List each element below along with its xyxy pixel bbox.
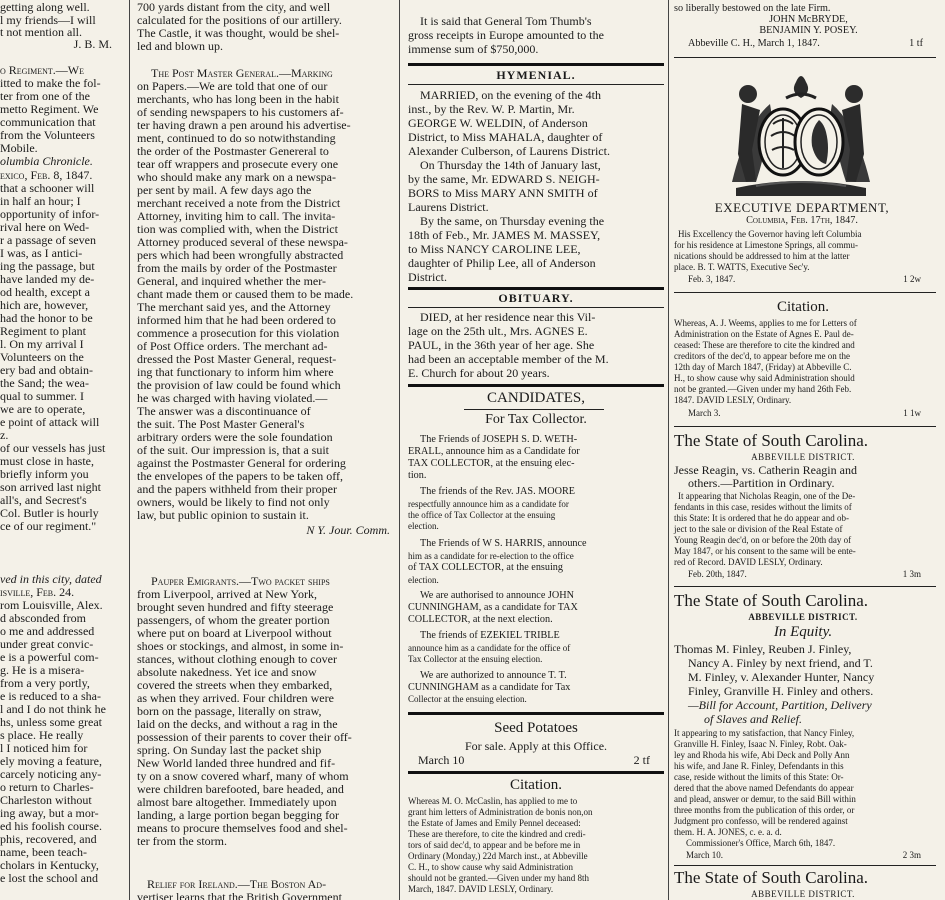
text-line: The Castle, it was thought, would be shel-: [137, 26, 340, 40]
text-line: dressed the Post Master General, request-: [137, 352, 337, 366]
article-source: N Y. Jour. Comm.: [306, 523, 390, 537]
text-line: name, been teach-: [0, 845, 87, 859]
text-line: It is said that General Tom Thumb's: [420, 14, 592, 28]
text-line: daughter of Philip Lee, all of Anderson: [408, 256, 596, 270]
column-rule: [399, 0, 400, 900]
text-line: PAUL, in the 36th year of her age. She: [408, 338, 595, 352]
column-two: [133, 0, 394, 900]
text-line: Attorney produced several of these newspa-: [137, 235, 348, 249]
text-line: absolute nakedness. Yet ice and snow: [137, 665, 317, 679]
text-line: C. H., to show cause why said Administration: [408, 862, 573, 872]
text-line: Laurens District.: [408, 200, 489, 214]
text-line: were children barefooted, bare headed, and: [137, 782, 344, 796]
text-line: from Liverpool, arrived at New York,: [137, 587, 317, 601]
text-line: Finley, Granville H. Finley and others.: [688, 684, 874, 698]
ad-code: 1 3m: [902, 569, 921, 579]
text-line: phis, recovered, and: [0, 832, 97, 846]
text-line: commence a prosecution for this violation: [137, 326, 340, 340]
text-line: l and I do not think he: [0, 702, 106, 716]
text-line: ley and Rhoda his wife, Abi Deck and Polly Ann: [674, 750, 850, 760]
text-line: from the mails by order of the Postmaster: [137, 261, 337, 275]
text-line: hich are, however,: [0, 298, 89, 312]
article-heading: Relief for Ireland.—The Boston Ad-: [147, 877, 327, 891]
text-line: means to procure themselves food and shel-: [137, 821, 348, 835]
text-line: of the suit. Our impression is, that a suit: [137, 443, 329, 457]
text-line: For sale. Apply at this Office.: [464, 739, 608, 753]
text-line: landing, a large portion began begging for: [137, 808, 340, 822]
text-line: Granville H. Finley, Isaac N. Finley, Robt. Oak-: [674, 739, 847, 749]
ad-heading-state: The State of South Carolina.: [674, 591, 869, 610]
text-line: e lost the school and: [0, 871, 98, 885]
text-line: of sending newspapers to his customers af-: [137, 105, 344, 119]
text-line: Whereas, A. J. Weems, applies to me for Letters of: [674, 318, 857, 328]
text-line: where put on board at Liverpool without: [137, 626, 332, 640]
text-line: covered the streets when they embarked,: [137, 678, 333, 692]
text-line: l. On my arrival I: [0, 337, 84, 351]
text-line: arbitrary orders were the sole foundation: [137, 430, 333, 444]
text-line: e is reduced to a sha-: [0, 689, 101, 703]
text-line: law, but public opinion to sustain it.: [137, 508, 309, 522]
text-line: ter from one of the: [0, 89, 90, 103]
text-line: l my friends—I will: [0, 13, 96, 27]
text-line: qual to summer. I: [0, 389, 84, 403]
text-line: The Friends of W S. HARRIS, announce: [420, 538, 587, 549]
text-line: election.: [408, 575, 439, 585]
text-line: the provision of law could be found which: [137, 378, 341, 392]
ad-code: 1 1w: [903, 408, 921, 418]
text-line: 700 yards distant from the city, and well: [137, 0, 331, 14]
text-line: shoes or stockings, and almost, in some in-: [137, 639, 344, 653]
text-line: ERALL, announce him as a Candidate for: [408, 446, 580, 457]
text-line: These are therefore, to cite the kindred and credi-: [408, 829, 586, 839]
text-line: Young Reagin dec'd, on or before the 20th day of: [674, 535, 852, 545]
text-line: z.: [0, 428, 9, 442]
section-rule: [408, 712, 664, 715]
text-line: Judgment pro confesso, will be rendered against: [674, 816, 848, 826]
text-line: vertiser learns that the British Government: [137, 890, 342, 900]
text-line: Charleston without: [0, 793, 92, 807]
text-line: cholars in Kentucky,: [0, 858, 99, 872]
text-line: Attorney, inviting him to call. The invita-: [137, 209, 336, 223]
column-rule: [668, 0, 669, 900]
text-line: itted to make the fol-: [0, 76, 101, 90]
text-line: g. He is a misera-: [0, 663, 85, 677]
text-line: Administration on the Estate of Agnes E. Paul de-: [674, 329, 854, 339]
text-line: t not mention all.: [0, 25, 82, 39]
text-line: olumbia Chronicle.: [0, 154, 93, 168]
text-line: briefly inform you: [0, 467, 89, 481]
text-line: spring. On Sunday last the packet ship: [137, 743, 322, 757]
text-line: of Slaves and Relief.: [704, 712, 802, 726]
text-line: March 10.: [686, 850, 723, 860]
text-line: I was, as I antici-: [0, 246, 83, 260]
text-line: ter having drawn a pen around his advertise-: [137, 118, 351, 132]
text-line: born on the passage, literally on straw,: [137, 704, 322, 718]
text-line: Regiment to plant: [0, 324, 86, 338]
text-line: in half an hour; I: [0, 194, 81, 208]
text-line: gross receipts in Europe amounted to the: [408, 28, 604, 42]
text-line: Commissioner's Office, March 6th, 1847.: [686, 838, 836, 848]
district-heading: ABBEVILLE DISTRICT.: [751, 889, 855, 899]
column-three: [404, 0, 666, 900]
text-line: respectfully announce him as a candidate for: [408, 499, 569, 509]
text-line: by the same, Mr. EDWARD S. NEIGH-: [408, 172, 600, 186]
text-line: Col. Butler is hourly: [0, 506, 99, 520]
text-line: Ordinary (Monday,) 22d March inst., at Abbeville: [408, 851, 588, 861]
text-line: Volunteers on the: [0, 350, 84, 364]
section-rule: [674, 426, 936, 427]
ad-heading-citation: Citation.: [509, 777, 563, 793]
text-line: o me and addressed: [0, 624, 95, 638]
text-line: Thomas M. Finley, Reuben J. Finley,: [674, 642, 852, 656]
text-line: dered that the above named Defendants do appear: [674, 783, 854, 793]
text-line: almost bare altogether. Immediately upon: [137, 795, 337, 809]
text-line: Whereas M. O. McCaslin, has applied to me to: [408, 796, 578, 806]
ad-heading-state: The State of South Carolina.: [674, 431, 869, 450]
text-line: MARRIED, on the evening of the 4th: [420, 88, 601, 102]
text-line: communication that: [0, 115, 96, 129]
text-line: three months from the publication of this order, or: [674, 805, 855, 815]
text-line: The answer was a discontinuance of: [137, 404, 311, 418]
text-line: M. Finley, v. Alexander Hunter, Nancy: [688, 670, 875, 684]
column-rule: [129, 0, 130, 900]
text-line: informed him that he had been ordered to: [137, 313, 336, 327]
section-rule: [408, 84, 664, 85]
text-line: Collector at the ensuing election.: [408, 694, 527, 704]
text-line: d absconded from: [0, 611, 86, 625]
text-line: We are authorized to announce T. T.: [420, 670, 567, 681]
text-line: ject to the sale or division of the Real Estate of: [674, 524, 843, 534]
text-line: The friends of EZEKIEL TRIBLE: [420, 630, 560, 641]
text-line: od health, except a: [0, 285, 90, 299]
text-line: grant him letters of Administration de bonis non,on: [408, 807, 593, 817]
text-line: carcely noticing any-: [0, 767, 102, 781]
section-rule: [674, 292, 936, 293]
text-line: e point of attack will: [0, 415, 100, 429]
text-line: getting along well.: [0, 0, 90, 14]
text-line: calculated for the positions of our artillery.: [137, 13, 342, 27]
court-heading: In Equity.: [773, 624, 833, 640]
text-line: It appearing that Nicholas Reagin, one of the De-: [678, 491, 856, 501]
text-line: the suit. The Post Master General's: [137, 417, 305, 431]
text-line: of TAX COLLECTOR, at the ensuing: [408, 562, 563, 573]
text-line: brought seven hundred and fifty steerage: [137, 600, 334, 614]
text-line: H., to show cause why said Administration should: [674, 373, 855, 383]
text-line: pers which had been wrongfully abstracted: [137, 248, 344, 262]
text-line: CUNNINGHAM as a candidate for Tax: [408, 682, 571, 693]
text-line: His Excellency the Governor having left Columbia: [678, 229, 862, 239]
text-line: under great convic-: [0, 637, 94, 651]
text-line: case, reside without the limits of this State: Or-: [674, 772, 844, 782]
text-line: metto Regiment. We: [0, 102, 99, 116]
ad-heading-state: The State of South Carolina.: [674, 868, 869, 887]
section-rule: [408, 384, 664, 387]
department-heading: EXECUTIVE DEPARTMENT,: [714, 200, 890, 215]
text-line: from a very portly,: [0, 676, 90, 690]
text-line: lage on the 25th ult., Mrs. AGNES E.: [408, 324, 588, 338]
text-line: merchants, who has long been in the habit: [137, 92, 339, 106]
text-line: Nancy A. Finley by next friend, and T.: [688, 656, 873, 670]
text-line: ce of our regiment.": [0, 519, 97, 533]
text-line: 12th day of March 1847, (Friday) at Abbeville C.: [674, 362, 852, 372]
text-line: ing away, but a mor-: [0, 806, 99, 820]
text-line: ed his foolish course.: [0, 819, 102, 833]
text-line: son arrived last night: [0, 480, 101, 494]
text-line: creditors of the dec'd, to appear before me on the: [674, 351, 851, 361]
ad-heading-seed-potatoes: Seed Potatoes: [494, 720, 578, 736]
subheading-tax-collector: For Tax Collector.: [485, 412, 587, 427]
text-line: 18th of Feb., Mr. JAMES M. MASSEY,: [408, 228, 601, 242]
ad-code: 1 2w: [903, 274, 921, 284]
text-line: The merchant said yes, and the Attorney: [137, 300, 331, 314]
text-line: who should make any mark on a newspa-: [137, 170, 336, 184]
text-line: on Papers.—We are told that one of our: [137, 79, 328, 93]
text-line: Mobile.: [0, 141, 38, 155]
text-line: possession of their parents to cover their off-: [137, 730, 352, 744]
column-one: [0, 0, 126, 900]
text-line: Abbeville C. H., March 1, 1847.: [688, 38, 820, 49]
text-line: his wife, and Jane R. Finley, Defendants in this: [674, 761, 844, 771]
text-line: rival here on Wed-: [0, 220, 90, 234]
text-line: not be granted.—Given under my hand 26th Feb.: [674, 384, 852, 394]
ad-code: 2 tf: [633, 753, 650, 767]
text-line: o return to Charles-: [0, 780, 94, 794]
section-rule: [408, 771, 664, 774]
text-line: the order of the Postmaster Genereral to: [137, 144, 329, 158]
text-line: the Estate of James and Emily Pennel deceased:: [408, 818, 581, 828]
ad-code: 1 tf: [909, 38, 923, 49]
text-line: per sent by mail. A few days ago the: [137, 183, 312, 197]
section-heading-obituary: OBITUARY.: [498, 291, 574, 305]
section-rule: [674, 57, 936, 58]
text-line: DIED, at her residence near this Vil-: [420, 310, 596, 324]
text-line: rom Louisville, Alex.: [0, 598, 103, 612]
district-heading: ABBEVILLE DISTRICT.: [748, 612, 858, 622]
text-line: March, 1847. DAVID LESLY, Ordinary.: [408, 884, 554, 894]
text-line: and the papers withheld from their proper: [137, 482, 337, 496]
ad-code: 2 3m: [902, 850, 921, 860]
text-line: ing that functionary to inform him where: [137, 365, 334, 379]
text-line: BORS to Miss MARY ANN SMITH of: [408, 186, 598, 200]
text-line: that a schooner will: [0, 181, 95, 195]
text-line: tear off wrappers and prosecute every one: [137, 157, 339, 171]
district-heading: ABBEVILLE DISTRICT.: [751, 452, 855, 462]
text-line: to Miss NANCY CAROLINE LEE,: [408, 242, 581, 256]
text-line: had the honor to be: [0, 311, 93, 325]
text-line: March 3.: [688, 408, 721, 418]
state-seal-emblem: [726, 64, 876, 198]
text-line: the envelopes of the papers to be taken off,: [137, 469, 344, 483]
text-line: merchant received a note from the District: [137, 196, 341, 210]
text-line: nications should be addressed to him at the latter: [674, 251, 850, 261]
text-line: of our vessels has just: [0, 441, 106, 455]
text-line: red of Record. DAVID LESLY, Ordinary.: [674, 557, 823, 567]
text-line: all's, and Secrest's: [0, 493, 87, 507]
text-line: them. H. A. JONES, c. e. a. d.: [674, 827, 782, 837]
text-line: hs, unless some great: [0, 715, 102, 729]
text-line: COLLECTOR, at the next election.: [408, 614, 553, 625]
section-rule: [408, 63, 664, 66]
text-line: tors of said dec'd, to appear and be before me in: [408, 840, 581, 850]
text-line: o Regiment.—We: [0, 63, 84, 77]
text-line: immense sum of $750,000.: [408, 42, 539, 56]
text-line: owners, would be likely to find not only: [137, 495, 330, 509]
text-line: The Friends of JOSEPH S. D. WETH-: [420, 434, 578, 445]
column-four: [672, 0, 945, 900]
author-initials: J. B. M.: [73, 37, 112, 51]
text-line: We are authorised to announce JOHN: [420, 590, 574, 601]
text-line: New World landed three hundred and fif-: [137, 756, 336, 770]
text-line: we are to operate,: [0, 402, 86, 416]
text-line: this State: It is ordered that he do appear and ob-: [674, 513, 849, 523]
text-line: place. B. T. WATTS, Executive Sec'y.: [674, 262, 810, 272]
text-line: the Sand; the wea-: [0, 376, 89, 390]
text-line: led and blown up.: [137, 39, 223, 53]
text-line: CUNNINGHAM, as a candidate for TAX: [408, 602, 578, 613]
text-line: General, and inquired whether the mer-: [137, 274, 327, 288]
signature-name: JOHN McBRYDE,: [769, 14, 848, 25]
text-line: ment, continued to do so notwithstanding: [137, 131, 336, 145]
text-line: announce him as a candidate for the office of: [408, 643, 571, 653]
section-rule: [408, 287, 664, 290]
text-line: him as a candidate for re-election to the office: [408, 551, 574, 561]
text-line: Feb. 20th, 1847.: [688, 569, 747, 579]
text-line: chant made them or caused them to be made.: [137, 287, 354, 301]
section-heading-candidates: CANDIDATES,: [487, 390, 585, 406]
text-line: E. Church for about 20 years.: [408, 366, 550, 380]
text-line: May 1847, or his consent to the same will be ente-: [674, 546, 856, 556]
ad-heading-citation: Citation.: [776, 299, 830, 315]
section-rule: [674, 865, 936, 866]
text-line: GEORGE W. WELDIN, of Anderson: [408, 116, 588, 130]
text-line: tion.: [408, 470, 427, 481]
text-line: had been an acceptable member of the M.: [408, 352, 609, 366]
section-heading-hymenial: HYMENIAL.: [496, 68, 576, 82]
text-line: District.: [408, 270, 447, 284]
text-line: inst., by the Rev. W. P. Martin, Mr.: [408, 102, 575, 116]
text-line: r a passage of seven: [0, 233, 96, 247]
text-line: from the Volunteers: [0, 128, 95, 142]
text-line: District, to Miss MAHALA, daughter of: [408, 130, 603, 144]
text-line: The friends of the Rev. JAS. MOORE: [420, 486, 575, 497]
text-line: ing the passage, but: [0, 259, 95, 273]
text-line: for his residence at Limestone Springs, all commu-: [674, 240, 858, 250]
section-rule: [408, 307, 664, 308]
text-line: e is a powerful com-: [0, 650, 99, 664]
text-line: On Thursday the 14th of January last,: [420, 158, 601, 172]
article-heading: Pauper Emigrants.—Two packet ships: [151, 574, 330, 588]
text-line: must close in haste,: [0, 454, 94, 468]
text-line: should not be granted.—Given under my hand 8th: [408, 873, 589, 883]
text-line: 1847. DAVID LESLY, Ordinary.: [674, 395, 792, 405]
text-line: ceased: These are therefore to cite the kindred and: [674, 340, 855, 350]
text-line: l I noticed him for: [0, 741, 88, 755]
text-line: others.—Partition in Ordinary.: [688, 476, 835, 490]
ad-date: March 10: [418, 753, 465, 767]
text-line: stances, without clothing enough to cover: [137, 652, 337, 666]
text-line: exico, Feb. 8, 1847.: [0, 168, 93, 182]
text-line: of Post Office orders. The merchant ad-: [137, 339, 328, 353]
text-line: have landed my de-: [0, 272, 95, 286]
text-line: s place. He really: [0, 728, 84, 742]
text-line: Jesse Reagin, vs. Catherin Reagin and: [674, 463, 857, 477]
text-line: isville, Feb. 24.: [0, 585, 75, 599]
signature-name: BENJAMIN Y. POSEY.: [759, 25, 858, 36]
text-line: so liberally bestowed on the late Firm.: [674, 3, 831, 14]
section-rule: [674, 586, 936, 587]
text-line: Tax Collector at the ensuing election.: [408, 654, 543, 664]
text-line: laid on the decks, and without a rag in the: [137, 717, 338, 731]
text-line: ter from the storm.: [137, 834, 227, 848]
text-line: By the same, on Thursday evening the: [420, 214, 605, 228]
text-line: and plead, answer or demur, to the said Bill within: [674, 794, 856, 804]
text-line: ely moving a feature,: [0, 754, 102, 768]
text-line: It appearing to my satisfaction, that Nancy Finley,: [674, 728, 855, 738]
text-line: tion was complied with, when the District: [137, 222, 338, 236]
text-line: Alexander Culberson, of Laurens District.: [408, 144, 610, 158]
text-line: fendants in this case, resides without the limits of: [674, 502, 852, 512]
text-line: ty on a snow covered wharf, many of whom: [137, 769, 349, 783]
text-line: opportunity of infor-: [0, 207, 100, 221]
text-line: ved in this city, dated: [0, 572, 102, 586]
text-line: against the Postmaster General for ordering: [137, 456, 346, 470]
text-line: election.: [408, 521, 439, 531]
text-line: TAX COLLECTOR, at the ensuing elec-: [408, 458, 575, 469]
text-line: ery bad and obtain-: [0, 363, 93, 377]
text-line: —Bill for Account, Partition, Delivery: [688, 698, 872, 712]
text-line: the office of Tax Collector at the ensuing: [408, 510, 556, 520]
section-rule: [464, 409, 604, 410]
article-heading: The Post Master General.—Marking: [151, 66, 333, 80]
text-line: as when they arrived. Four children were: [137, 691, 334, 705]
text-line: Feb. 3, 1847.: [688, 274, 736, 284]
dateline: Columbia, Feb. 17th, 1847.: [746, 215, 858, 226]
text-line: he was charged with having violated.—: [137, 391, 328, 405]
text-line: passengers, of whom the greater portion: [137, 613, 330, 627]
